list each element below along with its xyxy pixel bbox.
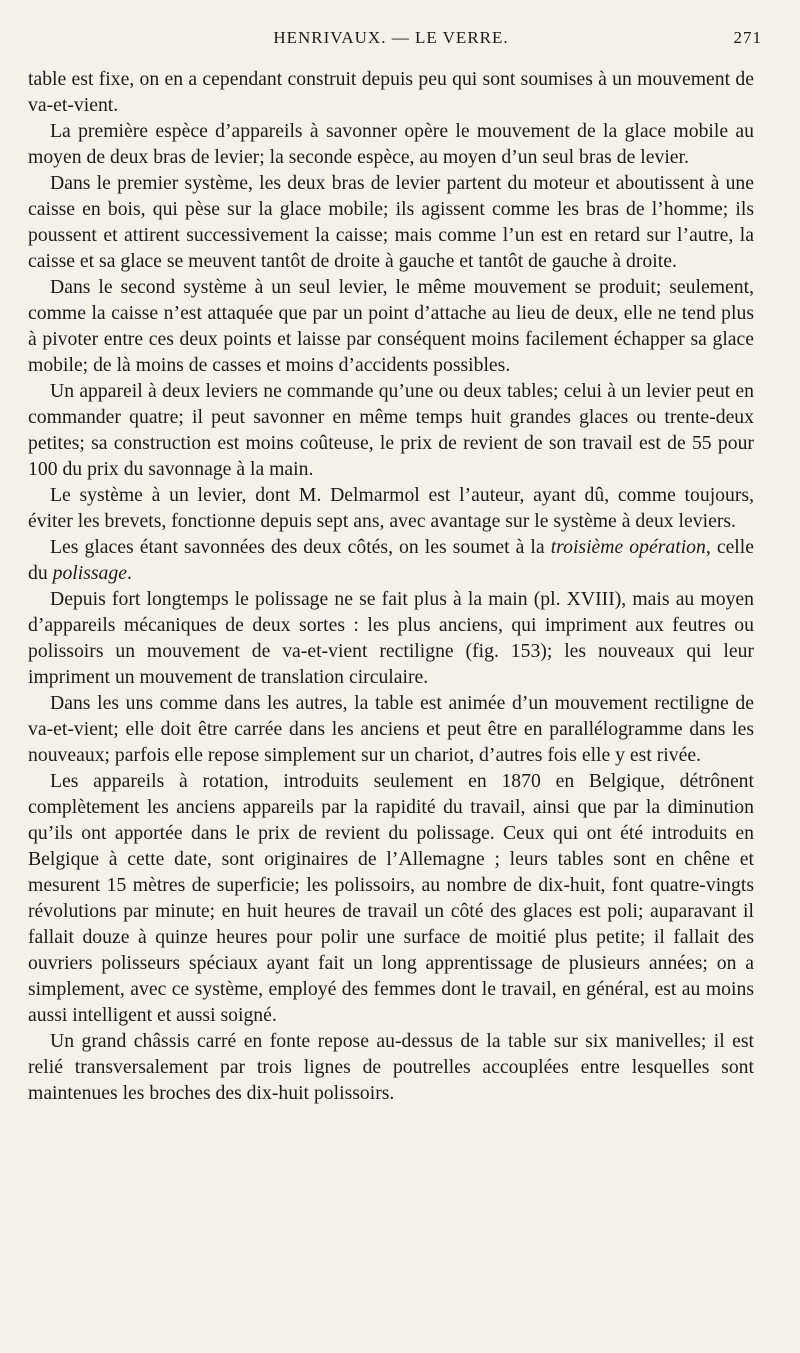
paragraph-text: Dans le second système à un seul levier, le même mouvement se produit; seulement, comme la caisse n’est attaquée que par un point d’attache au lieu de deux, elle ne tend plus à pivoter entre ces deux points et laisse par conséquent moins facilement échapper sa glace mobile; de là moins de casses et moins d’accidents possibles. bbox=[28, 276, 754, 376]
italic-term: polissage bbox=[52, 562, 127, 584]
paragraph-text: Depuis fort longtemps le polissage ne se fait plus à la main (pl. XVIII), mais au moyen d’appareils mécaniques de deux sortes : les plus anciens, qui impriment aux feutres ou polissoirs un mouvement de va-et-vient rectiligne (fig. 153); les nouveaux qui leur impriment un mouvement de translation circulaire. bbox=[28, 588, 754, 688]
paragraph bbox=[28, 586, 754, 690]
paragraph bbox=[28, 170, 754, 274]
paragraph bbox=[28, 534, 754, 586]
paragraph bbox=[28, 482, 754, 534]
paragraph bbox=[28, 118, 754, 170]
paragraph-text: . bbox=[127, 562, 132, 584]
paragraph-text: table est fixe, on en a cependant construit depuis peu qui sont soumises à un mouvement de va-et-vient. bbox=[28, 68, 754, 116]
paragraph bbox=[28, 690, 754, 768]
paragraph-text: Les glaces étant savonnées des deux côtés, on les soumet à la bbox=[50, 536, 551, 558]
page-header bbox=[28, 22, 762, 52]
paragraph-text: Dans les uns comme dans les autres, la table est animée d’un mouvement rectiligne de va-et-vient; elle doit être carrée dans les anciens et peut être en parallélogramme dans les nouveaux; parfois elle repose simplement sur un chariot, d’autres fois elle y est rivée. bbox=[28, 692, 754, 766]
paragraph-text: Les appareils à rotation, introduits seulement en 1870 en Belgique, détrônent complètement les anciens appareils par la rapidité du travail, ainsi que par la diminution qu’ils ont apportée dans le prix de revient du polissage. Ceux qui ont été introduits en Belgique à cette date, sont originaires de l’Allemagne ; leurs tables sont en chêne et mesurent 15 mètres de superficie; les polissoirs, au nombre de dix-huit, font quatre-vingts révolutions par minute; en huit heures de travail un côté des glaces est poli; auparavant il fallait douze à quinze heures pour polir une surface de moitié plus petite; il fallait des ouvriers polisseurs spéciaux ayant fait un long apprentissage de plusieurs années; on a simplement, avec ce système, employé des femmes dont le travail, en général, est au moins aussi intelligent et aussi soigné. bbox=[28, 770, 754, 1026]
page-number: 271 bbox=[733, 28, 762, 47]
paragraph-text: Dans le premier système, les deux bras de levier partent du moteur et aboutissent à une caisse en bois, qui pèse sur la glace mobile; ils agissent comme les bras de l’homme; ils poussent et attirent successivement la caisse; mais comme l’un est en retard sur l’autre, la caisse et sa glace se meuvent tantôt de droite à gauche et tantôt de gauche à droite. bbox=[28, 172, 754, 272]
paragraph-text: Le système à un levier, dont M. Delmarmol est l’auteur, ayant dû, comme toujours, éviter les brevets, fonctionne depuis sept ans, avec avantage sur le système à deux leviers. bbox=[28, 484, 754, 532]
body-text bbox=[28, 66, 754, 1106]
italic-term: troisième opération bbox=[550, 536, 706, 558]
paragraph-text: Un appareil à deux leviers ne commande qu’une ou deux tables; celui à un levier peut en commander quatre; il peut savonner en même temps huit grandes glaces ou trente-deux petites; sa construction est moins coûteuse, le prix de revient de son travail est de 55 pour 100 du prix du savonnage à la main. bbox=[28, 380, 754, 480]
paragraph-text: La première espèce d’appareils à savonner opère le mouvement de la glace mobile au moyen de deux bras de levier; la seconde espèce, au moyen d’un seul bras de levier. bbox=[28, 120, 754, 168]
running-head: HENRIVAUX. — LE VERRE. bbox=[273, 28, 509, 47]
paragraph bbox=[28, 378, 754, 482]
paragraph-text: Un grand châssis carré en fonte repose au-dessus de la table sur six manivelles; il est relié transversalement par trois lignes de poutrelles accouplées entre lesquelles sont maintenues les broches des dix-huit polissoirs. bbox=[28, 1030, 754, 1104]
paragraph bbox=[28, 274, 754, 378]
paragraph bbox=[28, 66, 754, 118]
paragraph-text: , celle du bbox=[28, 536, 754, 584]
paragraph bbox=[28, 768, 754, 1028]
paragraph bbox=[28, 1028, 754, 1106]
